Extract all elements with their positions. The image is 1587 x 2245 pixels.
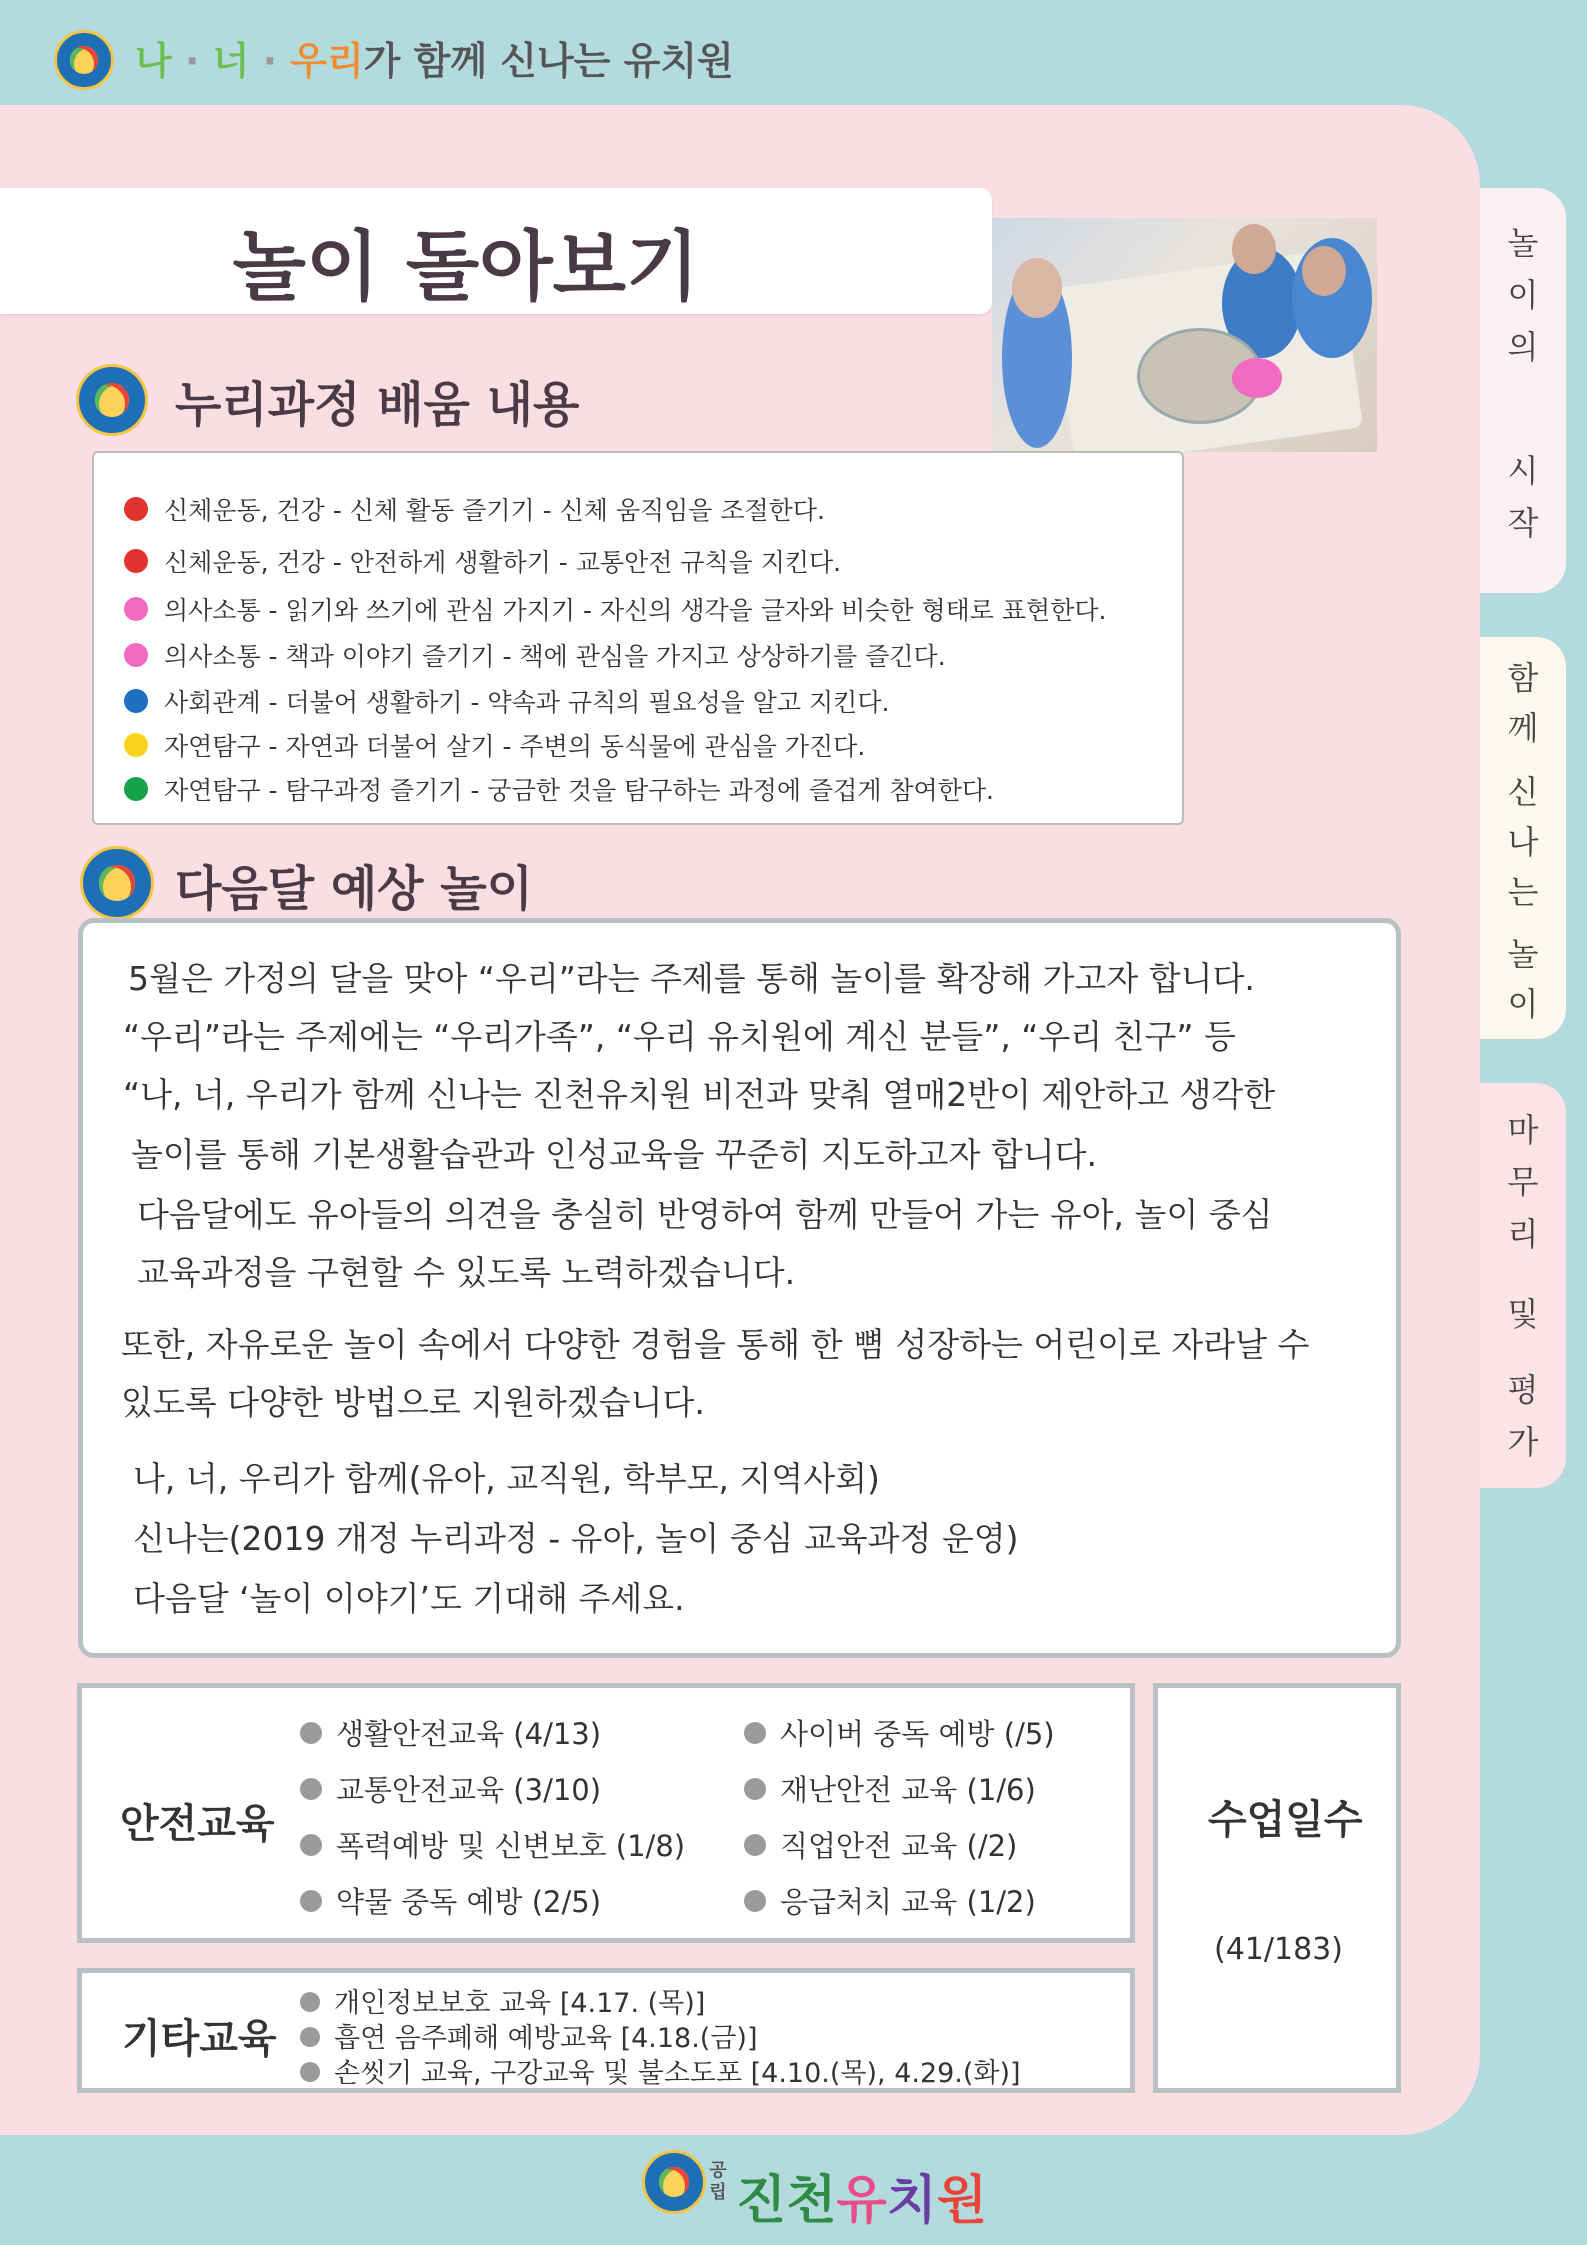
section-logo-icon xyxy=(76,364,148,436)
footer-public-label xyxy=(706,2160,730,2204)
tab-char: 이 xyxy=(1507,276,1539,314)
tab-char: 는 xyxy=(1507,873,1539,911)
plan-line: “우리”라는 주제에는 “우리가족”, “우리 유치원에 계신 분들”, “우리 친구” 등 xyxy=(123,1017,1236,1056)
slogan-neo: 너 xyxy=(212,39,250,83)
tab-char: 께 xyxy=(1507,709,1539,747)
list-item-text: 재난안전 교육 (1/6) xyxy=(780,1773,1036,1807)
footer-char: 유 xyxy=(836,2171,887,2231)
list-item-text: 사이버 중독 예방 (/5) xyxy=(780,1717,1055,1751)
other-label: 기타교육 xyxy=(122,2016,277,2062)
list-item xyxy=(124,771,994,807)
tab-char: 놀 xyxy=(1507,224,1539,262)
list-item-text: 신체운동, 건강 - 신체 활동 즐기기 - 신체 움직임을 조절한다. xyxy=(164,496,825,525)
next-month-plan xyxy=(78,918,1401,1658)
curriculum-list xyxy=(92,451,1184,825)
tab-char: 리 xyxy=(1507,1215,1539,1253)
list-item-text: 의사소통 - 책과 이야기 즐기기 - 책에 관심을 가지고 상상하기를 즐긴다. xyxy=(164,642,946,671)
bullet-icon xyxy=(300,1722,322,1744)
plan-line: 5월은 가정의 달을 맞아 “우리”라는 주제를 통해 놀이를 확장해 가고자 합니다. xyxy=(128,959,1255,998)
pink-dot-icon xyxy=(124,597,148,621)
tab-char: 의 xyxy=(1507,328,1539,366)
bullet-icon xyxy=(300,2062,320,2082)
footer-char: 진 xyxy=(736,2171,787,2231)
kindergarten-logo-icon xyxy=(54,30,114,90)
curriculum-heading: 누리과정 배움 내용 xyxy=(175,377,580,433)
bullet-icon xyxy=(744,1722,766,1744)
footer-char: 원 xyxy=(936,2171,988,2231)
bullet-icon xyxy=(300,1992,320,2012)
footer-prefix-bottom: 립 xyxy=(709,2182,727,2203)
yellow-dot-icon xyxy=(124,733,148,757)
page-title-box xyxy=(0,188,992,314)
tab-char: 함 xyxy=(1507,659,1539,697)
slogan-rest: 가 함께 신나는 유치원 xyxy=(363,39,734,83)
plan-line: 놀이를 통해 기본생활습관과 인성교육을 꾸준히 지도하고자 합니다. xyxy=(131,1135,1098,1174)
bullet-icon xyxy=(300,1778,322,1800)
class-days-box xyxy=(1153,1683,1401,2093)
list-item-text: 응급처치 교육 (1/2) xyxy=(780,1885,1036,1919)
footer-char: 치 xyxy=(886,2171,937,2231)
footer-logo-icon xyxy=(642,2150,706,2214)
tab-char: 평 xyxy=(1507,1371,1539,1409)
tab-play-together[interactable] xyxy=(1480,637,1566,1039)
bullet-icon xyxy=(744,1834,766,1856)
list-item xyxy=(744,1768,1036,1809)
list-item-text: 약물 중독 예방 (2/5) xyxy=(336,1885,602,1919)
safety-education-box xyxy=(77,1683,1135,1943)
plan-line: “나, 너, 우리가 함께 신나는 진천유치원 비전과 맞춰 열매2반이 제안하고 생각한 xyxy=(123,1075,1276,1114)
plan-line: 또한, 자유로운 놀이 속에서 다양한 경험을 통해 한 뼘 성장하는 어린이로 자라날 수 xyxy=(121,1325,1310,1364)
slogan-uri: 우리 xyxy=(290,39,364,83)
tab-char: 시 xyxy=(1507,452,1539,490)
list-item xyxy=(744,1880,1036,1921)
list-item xyxy=(124,683,889,719)
list-item xyxy=(124,491,825,527)
pink-dot-icon xyxy=(124,643,148,667)
list-item xyxy=(124,727,865,763)
list-item-text: 생활안전교육 (4/13) xyxy=(336,1717,602,1751)
list-item xyxy=(124,637,946,673)
slogan-na: 나 xyxy=(135,39,172,83)
list-item xyxy=(300,2016,757,2055)
green-dot-icon xyxy=(124,777,148,801)
tab-char: 마 xyxy=(1507,1111,1539,1149)
tab-play-start[interactable] xyxy=(1480,188,1566,593)
tab-char: 무 xyxy=(1507,1163,1539,1201)
list-item-text: 흡연 음주폐해 예방교육 [4.18.(금)] xyxy=(334,2023,758,2054)
bullet-icon xyxy=(300,2027,320,2047)
list-item xyxy=(300,1981,705,2020)
list-item-text: 자연탐구 - 탐구과정 즐기기 - 궁금한 것을 탐구하는 과정에 즐겁게 참여한다. xyxy=(164,776,994,805)
blue-dot-icon xyxy=(124,689,148,713)
slogan-sep: · xyxy=(171,39,213,83)
safety-label: 안전교육 xyxy=(120,1801,275,1847)
other-education-box xyxy=(77,1968,1135,2093)
list-item xyxy=(300,1824,685,1865)
bullet-icon xyxy=(300,1834,322,1856)
footer-kindergarten-name xyxy=(736,2158,987,2233)
tab-char: 및 xyxy=(1507,1295,1539,1333)
list-item-text: 신체운동, 건강 - 안전하게 생활하기 - 교통안전 규칙을 지킨다. xyxy=(164,548,842,577)
list-item xyxy=(300,2051,1021,2090)
class-days-label: 수업일수 xyxy=(1208,1797,1363,1843)
tab-wrap-up-evaluation[interactable] xyxy=(1480,1083,1566,1488)
plan-line: 있도록 다양한 방법으로 지원하겠습니다. xyxy=(121,1383,705,1422)
list-item xyxy=(300,1880,601,1921)
footer-prefix-top: 공 xyxy=(709,2160,727,2181)
tab-char: 작 xyxy=(1507,504,1539,542)
list-item-text: 사회관계 - 더불어 생활하기 - 약속과 규칙의 필요성을 알고 지킨다. xyxy=(164,688,890,717)
red-dot-icon xyxy=(124,497,148,521)
tab-char: 신 xyxy=(1507,773,1539,811)
section-logo-icon xyxy=(80,846,154,920)
red-dot-icon xyxy=(124,549,148,573)
class-days-value: (41/183) xyxy=(1214,1932,1343,1967)
plan-line: 교육과정을 구현할 수 있도록 노력하겠습니다. xyxy=(137,1253,796,1292)
slogan-sep: · xyxy=(249,39,291,83)
tab-char: 이 xyxy=(1507,985,1539,1023)
next-month-heading: 다음달 예상 놀이 xyxy=(175,861,533,917)
page-title: 놀이 돌아보기 xyxy=(232,222,700,311)
list-item-text: 손씻기 교육, 구강교육 및 불소도포 [4.10.(목), 4.29.(화)] xyxy=(334,2058,1021,2089)
list-item-text: 교통안전교육 (3/10) xyxy=(336,1773,602,1807)
bullet-icon xyxy=(300,1890,322,1912)
list-item xyxy=(300,1712,601,1753)
tab-char: 나 xyxy=(1507,823,1539,861)
list-item-text: 개인정보보호 교육 [4.17. (목)] xyxy=(334,1988,706,2019)
list-item xyxy=(744,1712,1055,1753)
list-item-text: 직업안전 교육 (/2) xyxy=(780,1829,1018,1863)
bullet-icon xyxy=(744,1778,766,1800)
header-slogan xyxy=(135,30,734,85)
plan-line: 다음달에도 유아들의 의견을 충실히 반영하여 함께 만들어 가는 유아, 놀이 중심 xyxy=(137,1195,1273,1234)
footer-char: 천 xyxy=(786,2171,837,2231)
list-item xyxy=(124,591,1106,627)
list-item-text: 폭력예방 및 신변보호 (1/8) xyxy=(336,1829,686,1863)
list-item xyxy=(124,543,841,579)
tab-char: 놀 xyxy=(1507,935,1539,973)
plan-line: 나, 너, 우리가 함께(유아, 교직원, 학부모, 지역사회) xyxy=(133,1459,880,1498)
list-item xyxy=(744,1824,1017,1865)
list-item-text: 자연탐구 - 자연과 더불어 살기 - 주변의 동식물에 관심을 가진다. xyxy=(164,732,866,761)
tab-char: 가 xyxy=(1507,1423,1539,1461)
list-item-text: 의사소통 - 읽기와 쓰기에 관심 가지기 - 자신의 생각을 글자와 비슷한 형태로 표현한다. xyxy=(164,596,1107,625)
children-playing-photo xyxy=(992,218,1377,452)
plan-line: 신나는(2019 개정 누리과정 - 유아, 놀이 중심 교육과정 운영) xyxy=(133,1519,1019,1558)
bullet-icon xyxy=(744,1890,766,1912)
plan-line: 다음달 ‘놀이 이야기’도 기대해 주세요. xyxy=(133,1579,685,1618)
list-item xyxy=(300,1768,601,1809)
